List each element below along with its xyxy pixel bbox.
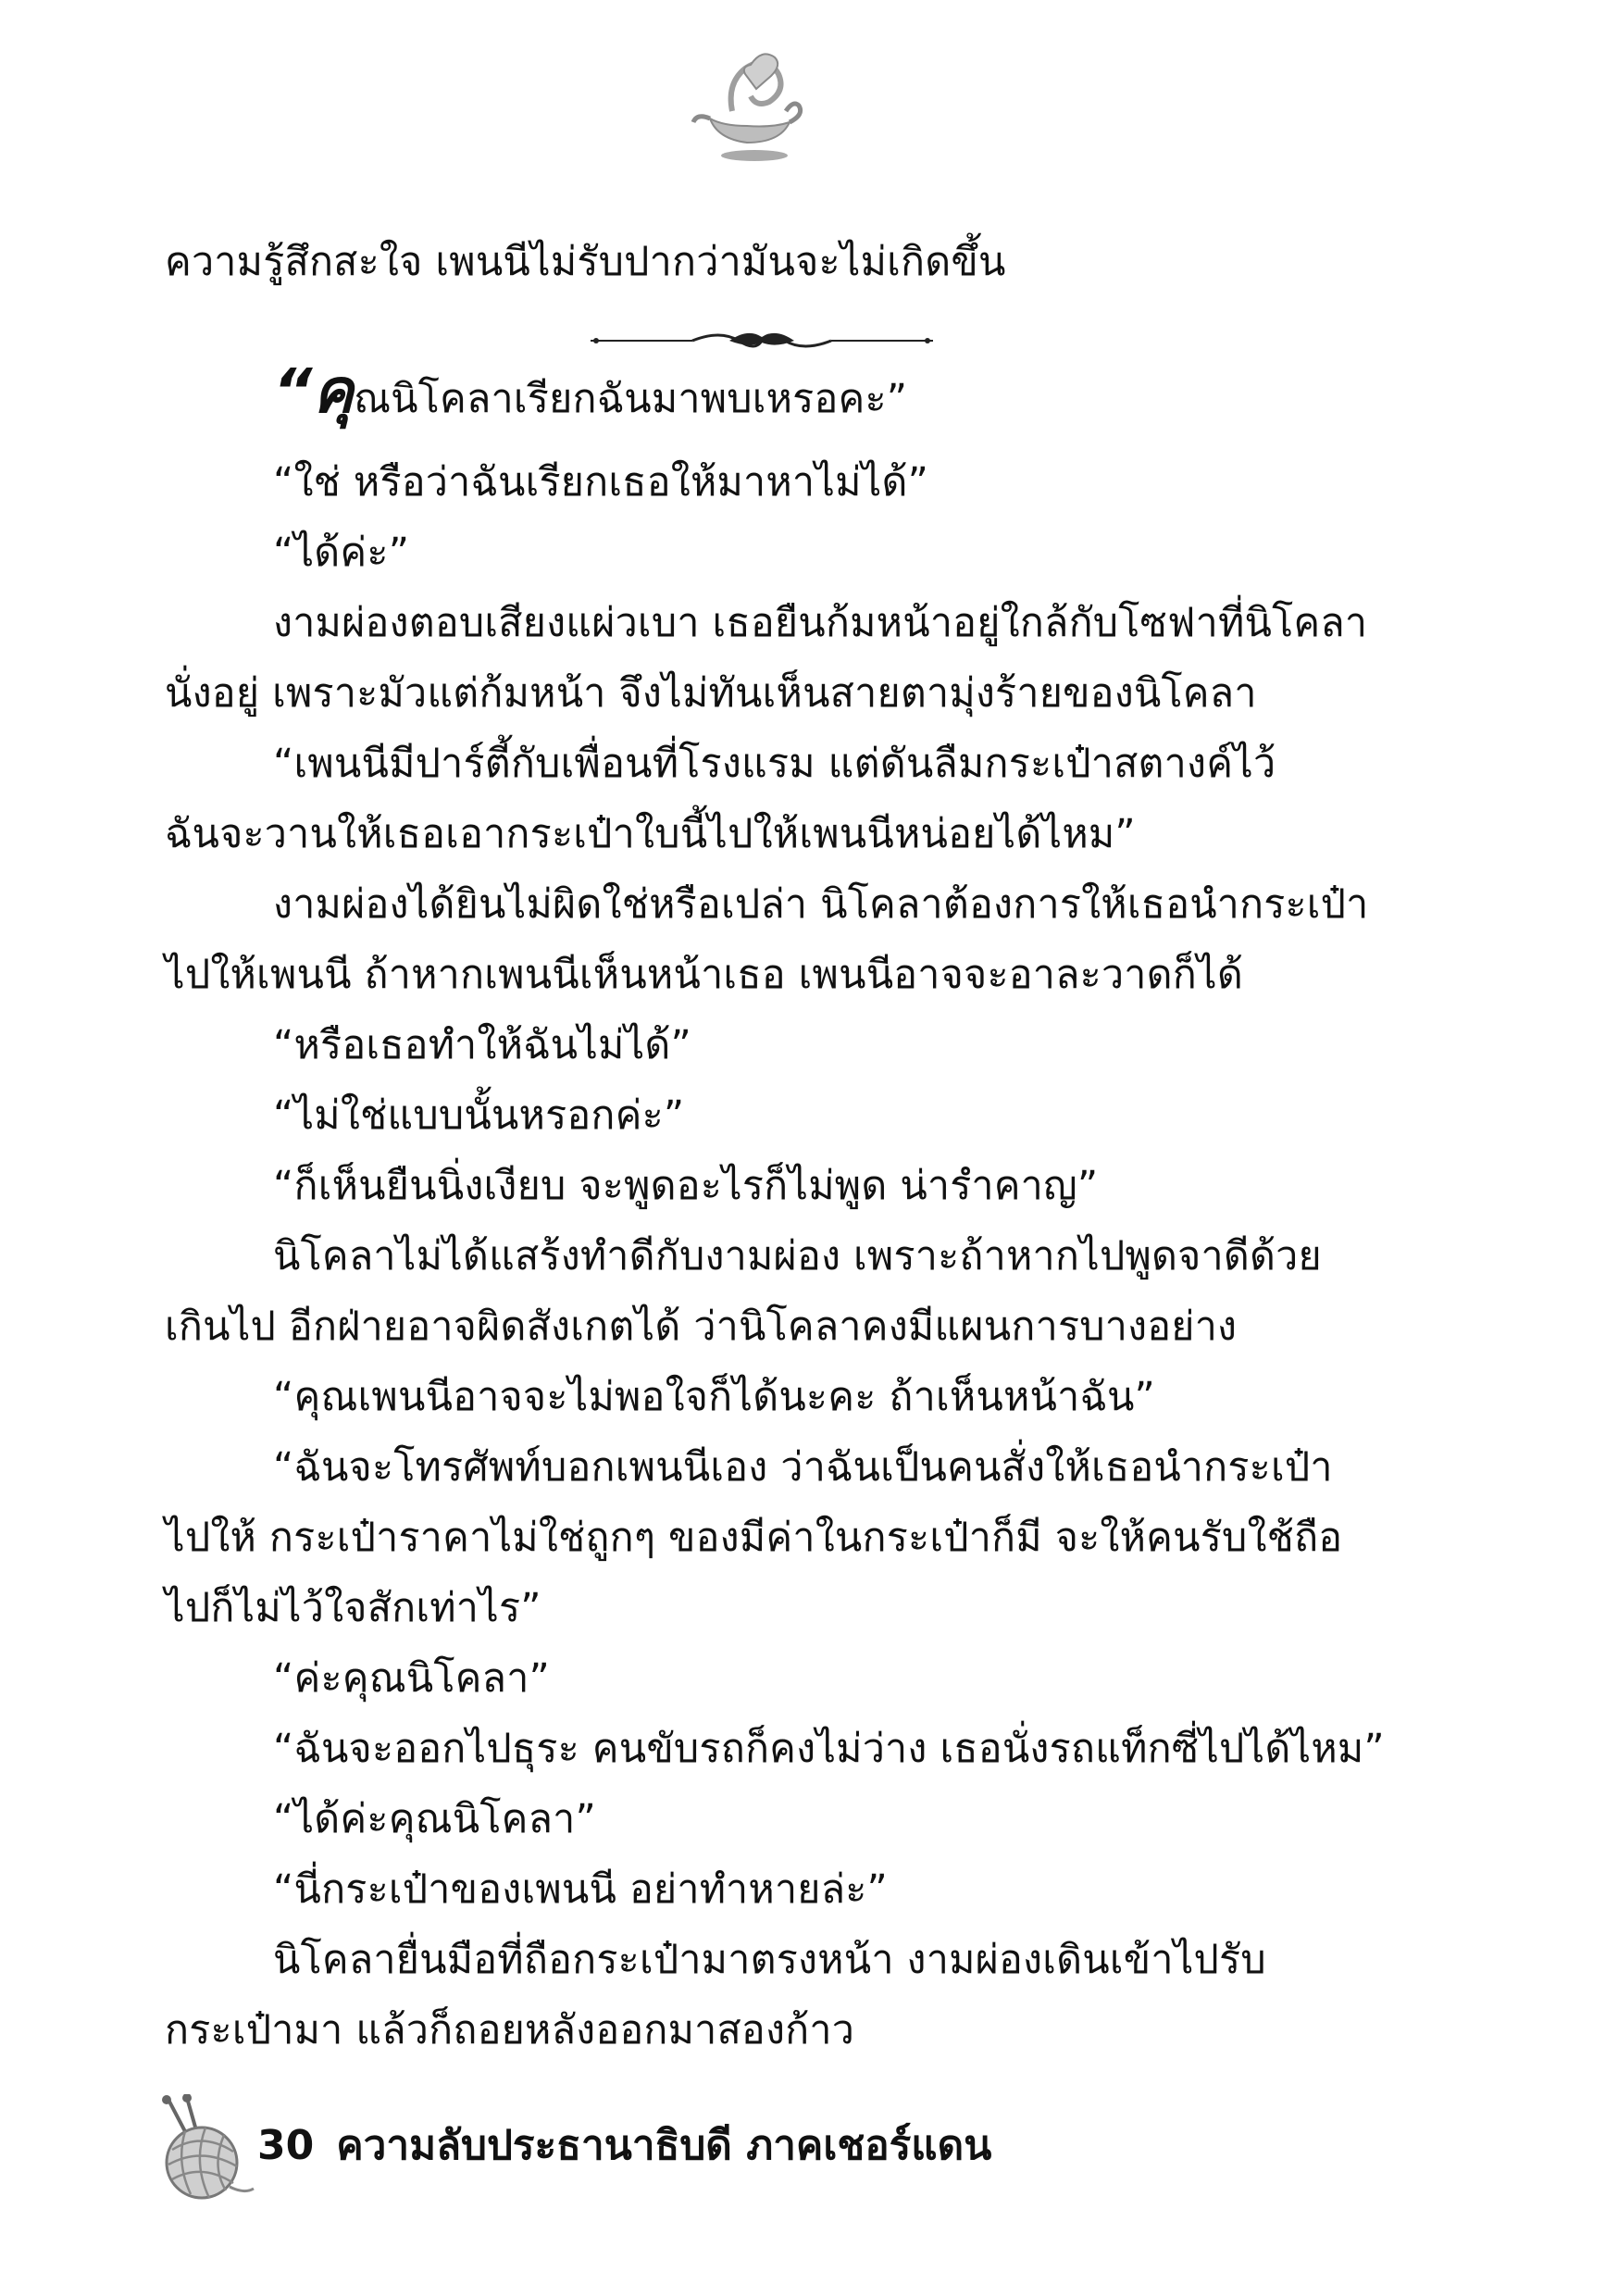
text-line-20: “ค่ะคุณนิโคลา” (273, 1655, 551, 1702)
text-line-15: เกินไป อีกฝ่ายอาจผิดสังเกตได้ ว่านิโคลาคงมีแผนการบางอย่าง (165, 1304, 1238, 1350)
text-line-6: นั่งอยู่ เพราะมัวแต่ก้มหน้า จึงไม่ทันเห็นสายตามุ่งร้ายของนิโคลา (165, 670, 1257, 717)
text-line-14: นิโคลาไม่ได้แสร้งทำดีกับงามผ่อง เพราะถ้าหากไปพูดจาดีด้วย (273, 1233, 1322, 1279)
text-line-9: งามผ่องได้ยินไม่ผิดใช่หรือเปล่า นิโคลาต้องการให้เธอนำกระเป๋า (273, 881, 1369, 928)
drop-cap: “คุ (273, 356, 355, 427)
yarn-ball-icon (148, 2094, 257, 2203)
text-line-16: “คุณเพนนีอาจจะไม่พอใจก็ได้นะคะ ถ้าเห็นหน้าฉัน” (273, 1374, 1156, 1420)
text-line-24: นิโคลายื่นมือที่ถือกระเป๋ามาตรงหน้า งามผ่องเดินเข้าไปรับ (273, 1937, 1266, 1983)
text-line-7: “เพนนีมีปาร์ตี้กับเพื่อนที่โรงแรม แต่ดันลืมกระเป๋าสตางค์ไว้ (273, 741, 1276, 787)
text-line-10: ไปให้เพนนี ถ้าหากเพนนีเห็นหน้าเธอ เพนนีอาจจะอาละวาดก็ได้ (165, 952, 1243, 998)
text-line-19: ไปก็ไม่ไว้ใจสักเท่าไร” (165, 1585, 541, 1631)
text-line-25: กระเป๋ามา แล้วก็ถอยหลังออกมาสองก้าว (165, 2007, 855, 2053)
text-line-21: “ฉันจะออกไปธุระ คนขับรถก็คงไม่ว่าง เธอนั่งรถแท็กซี่ไปได้ไหม” (273, 1726, 1385, 1772)
text-line-2 (273, 356, 908, 427)
text-line-23: “นี่กระเป๋าของเพนนี อย่าทำหายล่ะ” (273, 1866, 889, 1913)
flourish-divider-icon (591, 324, 933, 357)
text-line-11: “หรือเธอทำให้ฉันไม่ได้” (273, 1022, 692, 1068)
text-line-12: “ไม่ใช่แบบนั้นหรอกค่ะ” (273, 1092, 685, 1139)
book-title: ความลับประธานาธิบดี ภาคเชอร์แดน (336, 2122, 992, 2169)
text-line-5: งามผ่องตอบเสียงแผ่วเบา เธอยืนก้มหน้าอยู่ใกล้กับโซฟาที่นิโคลา (273, 600, 1368, 646)
page-footer (257, 2118, 991, 2174)
text-line-13: “ก็เห็นยืนนิ่งเงียบ จะพูดอะไรก็ไม่พูด น่ารำคาญ” (273, 1163, 1099, 1209)
text-line-2-rest: ณนิโคลาเรียกฉันมาพบเหรอคะ” (354, 376, 908, 422)
text-line-8: ฉันจะวานให้เธอเอากระเป๋าใบนี้ไปให้เพนนีหน่อยได้ไหม” (165, 811, 1136, 857)
lamp-ornament-icon (690, 46, 810, 167)
text-line-22: “ได้ค่ะคุณนิโคลา” (273, 1796, 596, 1842)
text-line-3: “ใช่ หรือว่าฉันเรียกเธอให้มาหาไม่ได้” (273, 459, 929, 505)
text-line-18: ไปให้ กระเป๋าราคาไม่ใช่ถูกๆ ของมีค่าในกระเป๋าก็มี จะให้คนรับใช้ถือ (165, 1515, 1343, 1561)
text-line-17: “ฉันจะโทรศัพท์บอกเพนนีเอง ว่าฉันเป็นคนสั่งให้เธอนำกระเป๋า (273, 1444, 1333, 1491)
page-number: 30 (257, 2122, 315, 2169)
text-line-1: ความรู้สึกสะใจ เพนนีไม่รับปากว่ามันจะไม่เกิดขึ้น (165, 239, 1006, 285)
text-line-4: “ได้ค่ะ” (273, 530, 410, 576)
